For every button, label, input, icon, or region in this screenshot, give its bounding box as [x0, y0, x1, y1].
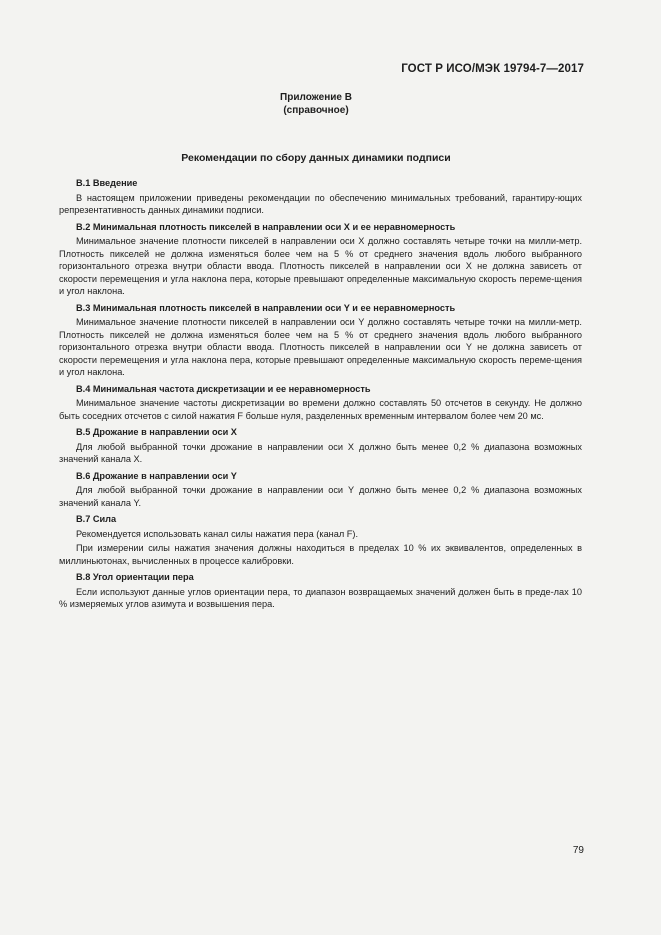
standard-code: ГОСТ Р ИСО/МЭК 19794-7—2017 [401, 63, 584, 75]
section-heading: В.4 Минимальная частота дискретизации и ее неравномерность [76, 383, 371, 394]
document-body [59, 174, 582, 613]
section-paragraph: Минимальное значение частоты дискретизации во времени должно составлять 50 отсчетов в секунду. Не должно быть соседних отсчетов с силой нажатия F больше нуля, разделенных временным интервалом более чем 20 мс. [59, 398, 582, 421]
section-heading: В.6 Дрожание в направлении оси Y [76, 470, 237, 481]
section-paragraph: Для любой выбранной точки дрожание в направлении оси Y должно быть менее 0,2 % диапазона возможных значений канала Y. [59, 485, 582, 508]
page-number: 79 [572, 845, 584, 856]
section-paragraph: Рекомендуется использовать канал силы нажатия пера (канал F). [76, 528, 358, 539]
section-heading: В.1 Введение [76, 178, 138, 188]
document-title: Рекомендации по сбору данных динамики подписи [181, 152, 451, 164]
section-heading: В.5 Дрожание в направлении оси X [76, 427, 237, 437]
appendix-title: Приложение В [280, 92, 352, 103]
section-paragraph: При измерении силы нажатия значения должны находиться в пределах 10 % их эквивалентов, определенных в миллиньютонах, вычисленных в процессе калибровки. [59, 543, 582, 566]
appendix-block [0, 91, 632, 117]
section-heading: В.2 Минимальная плотность пикселей в направлении оси X и ее неравномерность [76, 221, 456, 232]
section-heading: В.7 Сила [76, 514, 117, 524]
section-paragraph: Для любой выбранной точки дрожание в направлении оси X должно быть менее 0,2 % диапазона возможных значений канала X. [59, 441, 582, 464]
section-paragraph: В настоящем приложении приведены рекомендации по обеспечению минимальных требований, гарантиру-ющих репрезентативность данных динамики подписи. [59, 192, 582, 215]
section-heading: В.3 Минимальная плотность пикселей в направлении оси Y и ее неравномерность [76, 302, 456, 313]
section-paragraph: Если используют данные углов ориентации пера, то диапазон возвращаемых значений должен быть в преде-лах 10 % измеряемых углов азимута и возвышения пера. [59, 586, 582, 609]
section-heading: В.8 Угол ориентации пера [76, 572, 194, 582]
appendix-subtitle: (справочное) [283, 105, 349, 116]
section-paragraph: Минимальное значение плотности пикселей в направлении оси X должно составлять четыре точки на милли-метр. Плотность пикселей не должна изменяться более чем на 5 % от среднего значения вдоль любого выбранного горизонтального отрезка внутри области ввода. Плотность пикселей в направлении оси X не должна зависеть от скорости перемещения и угла наклона пера, которые превышают определенные максимальную скорость переме-щения и угол наклона. [59, 236, 582, 296]
section-paragraph: Минимальное значение плотности пикселей в направлении оси Y должно составлять четыре точки на милли-метр. Плотность пикселей не должна изменяться более чем на 5 % от среднего значения вдоль любого выбранного горизонтального отрезка внутри области ввода. Плотность пикселей в направлении оси Y не должна зависеть от скорости перемещения и угла наклона пера, которые превышают определенные максимальную скорость переме-щения и угол наклона. [59, 317, 582, 377]
